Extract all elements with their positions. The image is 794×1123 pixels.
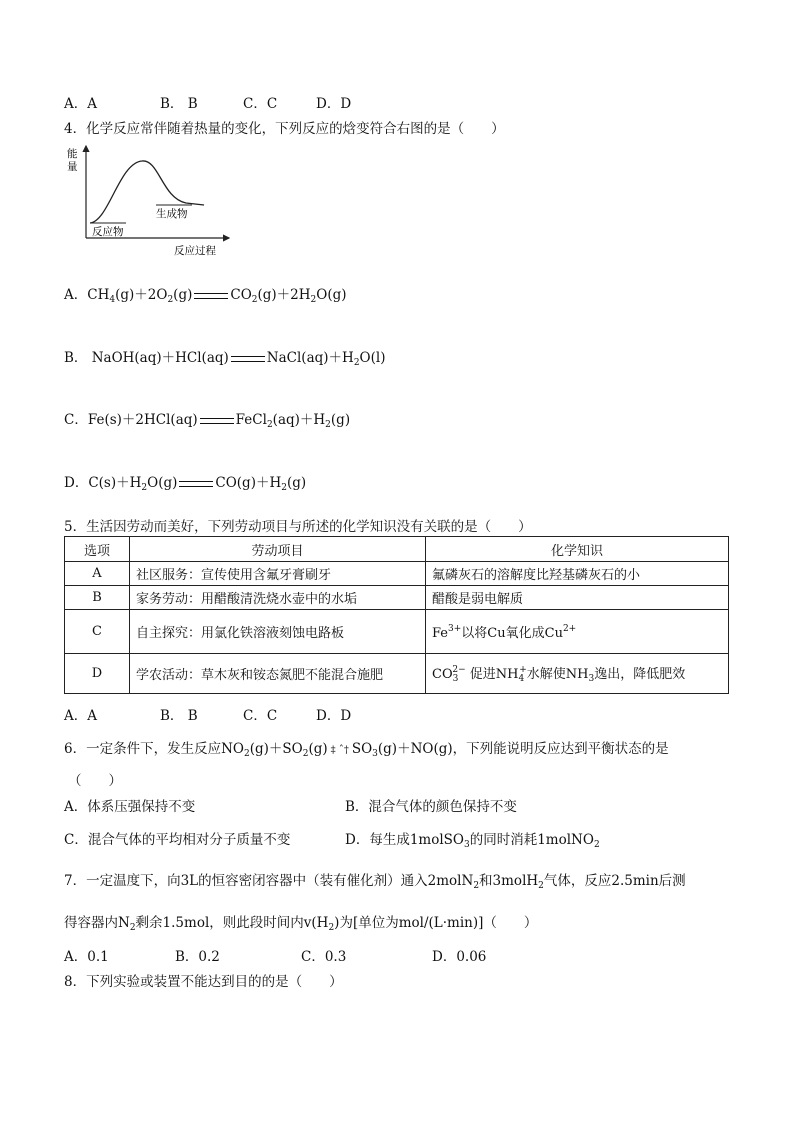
q8-stem: 8．下列实验或装置不能达到目的的是（ ） <box>64 974 343 990</box>
product-label: 生成物 <box>156 208 188 220</box>
q7-option-d[interactable]: D．0.06 <box>432 949 487 965</box>
q4-option-a-prefix: A． <box>64 287 88 303</box>
q6-option-d-mid: 的同时消耗 <box>469 832 538 848</box>
q4-stem: 4．化学反应常伴随着热量的变化，下列反应的焓变符合右图的是（ ） <box>64 121 505 137</box>
q7-option-b[interactable]: B．0.2 <box>175 949 220 965</box>
q6-option-b[interactable]: B．混合气体的颜色保持不变 <box>345 799 517 815</box>
row-item: 家务劳动：用醋酸清洗烧水壶中的水垢 <box>130 586 426 610</box>
y-label-2: 量 <box>67 161 78 173</box>
row-knowledge: 氟磷灰石的溶解度比羟基磷灰石的小 <box>426 562 729 586</box>
row-knowledge: 醋酸是弱电解质 <box>426 586 729 610</box>
row-key: B <box>65 586 130 610</box>
q3-option-a[interactable]: A．A <box>64 96 97 112</box>
q4-option-b[interactable]: B． NaOH(aq)＋HCl(aq) $NaCl(aq)+H_2O(l)$ <box>64 350 386 368</box>
q6-option-c[interactable]: C．混合气体的平均相对分子质量不变 <box>64 832 291 848</box>
q5-option-d[interactable]: D．D <box>316 708 352 724</box>
q7-line2-prefix: 得容器内 <box>64 915 118 931</box>
q4-option-c-prefix: C． <box>64 412 88 428</box>
q7-line2-mid: 剩余1.5mol，则此段时间内 <box>135 915 304 931</box>
table-row <box>65 610 729 654</box>
q5-option-c[interactable]: C．C <box>243 708 278 724</box>
q5-table <box>64 536 729 694</box>
row-knowledge: $CO_3^{2-}$ 促进$NH_4^+$水解使$NH_3$逸出，降低肥效 <box>426 654 729 694</box>
q7-option-c[interactable]: C．0.3 <box>301 949 347 965</box>
row-item: 学农活动：草木灰和铵态氮肥不能混合施肥 <box>130 654 426 694</box>
table-row <box>65 586 729 610</box>
table-header-row <box>65 537 729 562</box>
q3-option-b[interactable]: B． B <box>160 96 198 112</box>
q6-stem-suffix: ，下列能说明反应达到平衡状态的是 <box>452 741 669 757</box>
q7-option-a[interactable]: A．0.1 <box>64 949 109 965</box>
q4-option-a[interactable]: A．$CH_4(g)+2O_2(g)$ $CO_2(g)+2H_2O(g)$ <box>64 287 347 305</box>
x-label: 反应过程 <box>174 245 216 257</box>
table-row <box>65 562 729 586</box>
q7-line1-prefix: 7．一定温度下，向3L的恒容密闭容器中（装有催化剂）通入 <box>64 873 428 889</box>
q7-line1-mid: 和 <box>479 873 493 889</box>
reactant-label: 反应物 <box>92 226 124 238</box>
q3-option-c[interactable]: C．C <box>243 96 278 112</box>
q6-paren: （ ） <box>68 773 122 789</box>
header-chem-knowledge: 化学知识 <box>426 537 729 562</box>
row-item: 自主探究：用氯化铁溶液刻蚀电路板 <box>130 610 426 654</box>
table-row <box>65 654 729 694</box>
q7-line2: 得容器内$N_2$剩余1.5mol，则此段时间内$v(H_2)$为[单位为mol/(L·min)]（ ） <box>64 915 538 933</box>
row-key: C <box>65 610 130 654</box>
header-option: 选项 <box>65 537 130 562</box>
row-key: D <box>65 654 130 694</box>
q5-option-a[interactable]: A．A <box>64 708 97 724</box>
row-key: A <box>65 562 130 586</box>
q3-option-d[interactable]: D．D <box>316 96 352 112</box>
q6-stem: 6．一定条件下，发生反应$NO_2(g)+SO_2(g)$ ‡ ˆ† $SO_3(g)+NO(g)$，下列能说明反应达到平衡状态的是 <box>64 741 669 759</box>
q5-stem: 5．生活因劳动而美好，下列劳动项目与所述的化学知识没有关联的是（ ） <box>64 519 532 535</box>
q7-line1-suffix: 气体，反应2.5min后测 <box>543 873 686 889</box>
row-knowledge: $Fe^{3+}$以将Cu氧化成$Cu^{2+}$ <box>426 610 729 654</box>
header-labor-item: 劳动项目 <box>130 537 426 562</box>
q7-line1: 7．一定温度下，向3L的恒容密闭容器中（装有催化剂）通入2molN$_2$和3molH$_2$气体，反应2.5min后测 <box>64 873 686 891</box>
y-label-1: 能 <box>67 148 78 160</box>
q6-option-a[interactable]: A．体系压强保持不变 <box>64 799 196 815</box>
energy-diagram <box>64 143 234 258</box>
q4-option-d[interactable]: D．$C(s)+H_2O(g)$ $CO(g)+H_2(g)$ <box>64 475 307 493</box>
q6-option-d[interactable]: D．每生成1molSO$_3$的同时消耗1molNO$_2$ <box>345 832 600 850</box>
q4-option-c[interactable]: C．Fe(s)＋2HCl(aq) $FeCl_2(aq)+H_2(g)$ <box>64 412 351 430</box>
q4-option-b-prefix: B． <box>64 350 88 366</box>
q6-stem-prefix: 6．一定条件下，发生反应 <box>64 741 222 757</box>
q7-line2-suffix: 为[单位为mol/(L·min)]（ ） <box>339 915 538 931</box>
q6-option-d-prefix: D．每生成 <box>345 832 410 848</box>
row-item: 社区服务：宣传使用含氟牙膏刷牙 <box>130 562 426 586</box>
q5-option-b[interactable]: B． B <box>160 708 198 724</box>
q4-option-d-prefix: D． <box>64 475 89 491</box>
